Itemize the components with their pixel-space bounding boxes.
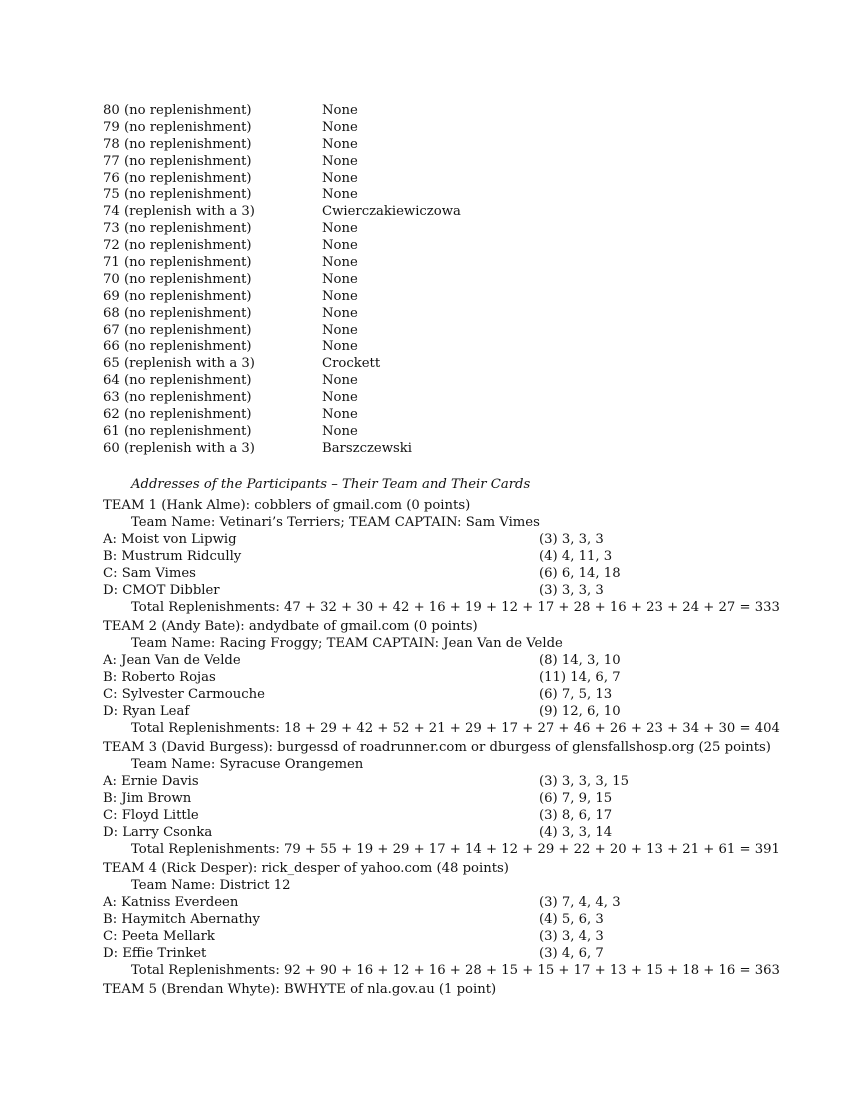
replenishment-name: None bbox=[322, 153, 358, 169]
team-block bbox=[103, 618, 843, 737]
replenishment-number: 76 (no replenishment) bbox=[103, 170, 252, 186]
replenishment-row bbox=[103, 272, 703, 289]
replenishment-name: None bbox=[322, 255, 358, 271]
replenishment-row bbox=[103, 289, 703, 306]
replenishment-row bbox=[103, 255, 703, 272]
replenishment-number: 63 (no replenishment) bbox=[103, 390, 252, 406]
replenishment-row bbox=[103, 238, 703, 255]
member-name: B: Jim Brown bbox=[103, 791, 192, 806]
total-replenishments: Total Replenishments: 47 + 32 + 30 + 42 + 16 + 19 + 12 + 17 + 28 + 16 + 23 + 24 + 27 = 333 bbox=[131, 600, 780, 615]
replenishment-row bbox=[103, 171, 703, 188]
team-member-row bbox=[103, 686, 843, 703]
member-name: B: Roberto Rojas bbox=[103, 670, 216, 685]
team-name: Team Name: Racing Froggy; TEAM CAPTAIN: Jean Van de Velde bbox=[131, 636, 563, 651]
replenishment-name: None bbox=[322, 390, 358, 406]
replenishment-name: None bbox=[322, 170, 358, 186]
member-name: B: Mustrum Ridcully bbox=[103, 549, 242, 564]
team-member-row bbox=[103, 652, 843, 669]
member-cards: (4) 4, 11, 3 bbox=[539, 549, 613, 564]
team-member-row bbox=[103, 548, 843, 565]
replenishment-name: None bbox=[322, 339, 358, 355]
team-member-row bbox=[103, 565, 843, 582]
total-replenishments: Total Replenishments: 92 + 90 + 16 + 12 + 16 + 28 + 15 + 15 + 17 + 13 + 15 + 18 + 16 = 363 bbox=[131, 963, 780, 978]
replenishment-name: None bbox=[322, 271, 358, 287]
member-name: C: Floyd Little bbox=[103, 808, 199, 823]
member-cards: (3) 7, 4, 4, 3 bbox=[539, 895, 621, 910]
team-member-row bbox=[103, 669, 843, 686]
replenishment-row bbox=[103, 339, 703, 356]
member-cards: (9) 12, 6, 10 bbox=[539, 704, 621, 719]
replenishment-row bbox=[103, 323, 703, 340]
member-cards: (3) 4, 6, 7 bbox=[539, 946, 604, 961]
team-name: Team Name: Syracuse Orangemen bbox=[131, 757, 364, 772]
team-member-row bbox=[103, 703, 843, 720]
replenishment-name: None bbox=[322, 187, 358, 203]
replenishment-name: None bbox=[322, 288, 358, 304]
replenishment-number: 75 (no replenishment) bbox=[103, 187, 252, 203]
team-block bbox=[103, 860, 843, 979]
member-name: C: Sam Vimes bbox=[103, 566, 196, 581]
replenishment-number: 64 (no replenishment) bbox=[103, 373, 252, 389]
team-member-row bbox=[103, 928, 843, 945]
team-member-row bbox=[103, 807, 843, 824]
replenishment-number: 68 (no replenishment) bbox=[103, 305, 252, 321]
replenishment-row bbox=[103, 137, 703, 154]
replenishment-number: 78 (no replenishment) bbox=[103, 136, 252, 152]
member-cards: (3) 3, 3, 3 bbox=[539, 583, 604, 598]
total-replenishments: Total Replenishments: 18 + 29 + 42 + 52 + 21 + 29 + 17 + 27 + 46 + 26 + 23 + 34 + 30 = 404 bbox=[131, 721, 780, 736]
member-name: A: Ernie Davis bbox=[103, 774, 199, 789]
replenishment-name: None bbox=[322, 103, 358, 118]
replenishment-number: 69 (no replenishment) bbox=[103, 288, 252, 304]
replenishment-number: 77 (no replenishment) bbox=[103, 153, 252, 169]
team-member-row bbox=[103, 531, 843, 548]
member-cards: (3) 3, 3, 3 bbox=[539, 532, 604, 547]
replenishment-row bbox=[103, 390, 703, 407]
team-member-row bbox=[103, 824, 843, 841]
member-cards: (4) 5, 6, 3 bbox=[539, 912, 604, 927]
member-name: A: Moist von Lipwig bbox=[103, 532, 237, 547]
member-cards: (11) 14, 6, 7 bbox=[539, 670, 621, 685]
member-cards: (6) 6, 14, 18 bbox=[539, 566, 621, 581]
replenishment-name: None bbox=[322, 119, 358, 135]
replenishment-name: None bbox=[322, 373, 358, 389]
section-heading: Addresses of the Participants – Their Team and Their Cards bbox=[131, 477, 531, 492]
replenishment-row bbox=[103, 204, 703, 221]
member-name: D: Larry Csonka bbox=[103, 825, 213, 840]
member-name: D: Effie Trinket bbox=[103, 946, 207, 961]
team-member-row bbox=[103, 790, 843, 807]
replenishment-row bbox=[103, 356, 703, 373]
team-member-row bbox=[103, 894, 843, 911]
replenishment-row bbox=[103, 424, 703, 441]
replenishment-row bbox=[103, 306, 703, 323]
member-cards: (3) 3, 4, 3 bbox=[539, 929, 604, 944]
team-name: Team Name: District 12 bbox=[131, 878, 291, 893]
team-header: TEAM 2 (Andy Bate): andydbate of gmail.com (0 points) bbox=[103, 619, 478, 634]
member-name: C: Sylvester Carmouche bbox=[103, 687, 265, 702]
member-cards: (6) 7, 9, 15 bbox=[539, 791, 613, 806]
member-name: D: Ryan Leaf bbox=[103, 704, 190, 719]
replenishment-name: None bbox=[322, 407, 358, 423]
replenishment-number: 66 (no replenishment) bbox=[103, 339, 252, 355]
team-block bbox=[103, 739, 843, 858]
replenishment-name: None bbox=[322, 322, 358, 338]
member-name: B: Haymitch Abernathy bbox=[103, 912, 260, 927]
replenishment-name: Barszczewski bbox=[322, 440, 412, 456]
replenishment-number: 61 (no replenishment) bbox=[103, 423, 252, 439]
team-header: TEAM 4 (Rick Desper): rick_desper of yahoo.com (48 points) bbox=[103, 861, 509, 876]
replenishment-name: None bbox=[322, 221, 358, 237]
replenishment-number: 73 (no replenishment) bbox=[103, 221, 252, 237]
replenishment-number: 65 (replenish with a 3) bbox=[103, 356, 255, 372]
replenishment-name: None bbox=[322, 305, 358, 321]
member-cards: (8) 14, 3, 10 bbox=[539, 653, 621, 668]
replenishment-row bbox=[103, 407, 703, 424]
replenishment-name: Crockett bbox=[322, 356, 381, 372]
replenishment-row bbox=[103, 221, 703, 238]
replenishment-number: 67 (no replenishment) bbox=[103, 322, 252, 338]
team-header: TEAM 5 (Brendan Whyte): BWHYTE of nla.gov.au (1 point) bbox=[103, 982, 497, 997]
member-cards: (6) 7, 5, 13 bbox=[539, 687, 613, 702]
replenishment-number: 74 (replenish with a 3) bbox=[103, 204, 255, 220]
replenishment-row bbox=[103, 187, 703, 204]
team-block bbox=[103, 981, 843, 998]
member-name: D: CMOT Dibbler bbox=[103, 583, 220, 598]
team-header: TEAM 1 (Hank Alme): cobblers of gmail.com (0 points) bbox=[103, 498, 471, 513]
total-replenishments: Total Replenishments: 79 + 55 + 19 + 29 + 17 + 14 + 12 + 29 + 22 + 20 + 13 + 21 + 61 = 391 bbox=[131, 842, 780, 857]
team-member-row bbox=[103, 911, 843, 928]
replenishment-number: 80 (no replenishment) bbox=[103, 103, 252, 118]
replenishment-number: 70 (no replenishment) bbox=[103, 271, 252, 287]
team-header: TEAM 3 (David Burgess): burgessd of roadrunner.com or dburgess of glensfallshosp.org (25 points) bbox=[103, 740, 771, 755]
team-name: Team Name: Vetinari’s Terriers; TEAM CAPTAIN: Sam Vimes bbox=[131, 515, 540, 530]
member-cards: (3) 3, 3, 3, 15 bbox=[539, 774, 629, 789]
replenishment-row bbox=[103, 103, 703, 120]
replenishment-row bbox=[103, 373, 703, 390]
replenishment-name: None bbox=[322, 238, 358, 254]
member-cards: (3) 8, 6, 17 bbox=[539, 808, 613, 823]
replenishment-number: 62 (no replenishment) bbox=[103, 407, 252, 423]
team-member-row bbox=[103, 582, 843, 599]
replenishment-row bbox=[103, 154, 703, 171]
replenishment-number: 79 (no replenishment) bbox=[103, 119, 252, 135]
replenishment-list bbox=[103, 103, 703, 458]
member-name: C: Peeta Mellark bbox=[103, 929, 215, 944]
member-name: A: Katniss Everdeen bbox=[103, 895, 239, 910]
member-cards: (4) 3, 3, 14 bbox=[539, 825, 613, 840]
team-member-row bbox=[103, 945, 843, 962]
team-block bbox=[103, 497, 843, 616]
replenishment-number: 71 (no replenishment) bbox=[103, 255, 252, 271]
replenishment-number: 60 (replenish with a 3) bbox=[103, 440, 255, 456]
team-member-row bbox=[103, 773, 843, 790]
teams-list bbox=[103, 497, 843, 1000]
replenishment-name: None bbox=[322, 423, 358, 439]
replenishment-name: None bbox=[322, 136, 358, 152]
replenishment-row bbox=[103, 441, 703, 458]
replenishment-row bbox=[103, 120, 703, 137]
replenishment-name: Cwierczakiewiczowa bbox=[322, 204, 461, 220]
member-name: A: Jean Van de Velde bbox=[103, 653, 241, 668]
replenishment-number: 72 (no replenishment) bbox=[103, 238, 252, 254]
